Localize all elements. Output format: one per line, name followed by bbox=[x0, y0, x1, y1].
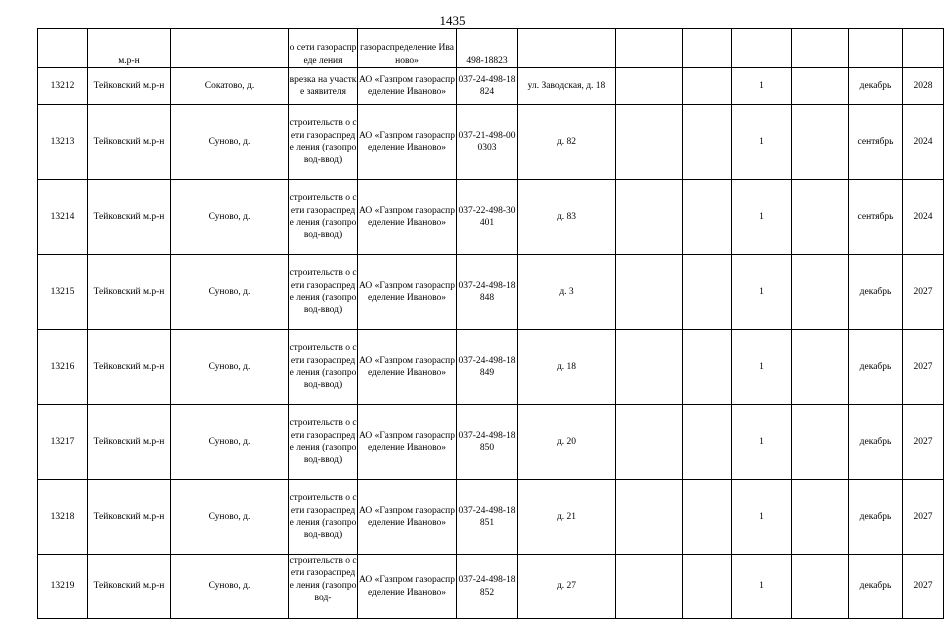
cell-code: 037-24-498-18850 bbox=[457, 405, 518, 480]
cell-organization: АО «Газпром газораспределение Иваново» bbox=[358, 480, 457, 555]
cell-district: Тейковский м.р-н bbox=[88, 330, 171, 405]
cell-month: декабрь bbox=[849, 330, 903, 405]
cell-year: 2027 bbox=[903, 405, 944, 480]
cell-settlement: Суново, д. bbox=[171, 405, 289, 480]
cell-code: 037-22-498-30401 bbox=[457, 180, 518, 255]
cell-work-type: строительств о сети газораспреде ления (газопровод-ввод) bbox=[289, 405, 358, 480]
gas-connection-table bbox=[37, 28, 944, 619]
cell-empty bbox=[683, 68, 732, 105]
cell-month: декабрь bbox=[849, 255, 903, 330]
cell-empty bbox=[616, 330, 683, 405]
cell-empty bbox=[792, 480, 849, 555]
cell-id: 13219 bbox=[38, 555, 88, 619]
cell-organization: АО «Газпром газораспределение Иваново» bbox=[358, 405, 457, 480]
cell-empty bbox=[616, 480, 683, 555]
cell-year: 2028 bbox=[903, 68, 944, 105]
cell-id: 13212 bbox=[38, 68, 88, 105]
cell-id: 13214 bbox=[38, 180, 88, 255]
cell-empty bbox=[792, 330, 849, 405]
cell-organization: АО «Газпром газораспределение Иваново» bbox=[358, 255, 457, 330]
cell-empty bbox=[683, 555, 732, 619]
cell-organization: АО «Газпром газораспределение Иваново» bbox=[358, 555, 457, 619]
table-row bbox=[38, 330, 944, 405]
cell-id: 13216 bbox=[38, 330, 88, 405]
cell-empty bbox=[683, 29, 732, 68]
table-row bbox=[38, 29, 944, 68]
cell-empty bbox=[792, 29, 849, 68]
cell-empty bbox=[616, 555, 683, 619]
cell-month: декабрь bbox=[849, 405, 903, 480]
cell-organization: АО «Газпром газораспределение Иваново» bbox=[358, 330, 457, 405]
cell-empty bbox=[616, 405, 683, 480]
cell-month: декабрь bbox=[849, 68, 903, 105]
cell-work-type: строительств о сети газораспреде ления (газопровод-ввод) bbox=[289, 480, 358, 555]
cell-district: Тейковский м.р-н bbox=[88, 405, 171, 480]
table-row bbox=[38, 480, 944, 555]
cell-settlement: Суново, д. bbox=[171, 105, 289, 180]
cell-quantity: 1 bbox=[732, 255, 792, 330]
cell-quantity: 1 bbox=[732, 180, 792, 255]
cell-code: 037-21-498-000303 bbox=[457, 105, 518, 180]
cell-address: д. 21 bbox=[518, 480, 616, 555]
cell-district: Тейковский м.р-н bbox=[88, 68, 171, 105]
cell-empty bbox=[616, 105, 683, 180]
cell-year: 2027 bbox=[903, 330, 944, 405]
cell-address: д. 27 bbox=[518, 555, 616, 619]
cell-district: Тейковский м.р-н bbox=[88, 555, 171, 619]
cell-empty bbox=[683, 480, 732, 555]
cell-empty bbox=[683, 405, 732, 480]
cell-quantity: 1 bbox=[732, 105, 792, 180]
cell-address: д. 20 bbox=[518, 405, 616, 480]
cell-id: 13213 bbox=[38, 105, 88, 180]
cell-empty bbox=[616, 29, 683, 68]
table-body bbox=[38, 29, 944, 619]
cell-year: 2027 bbox=[903, 480, 944, 555]
cell-month bbox=[849, 29, 903, 68]
cell-organization: АО «Газпром газораспределение Иваново» bbox=[358, 68, 457, 105]
cell-work-type: строительств о сети газораспреде ления (газопровод-ввод) bbox=[289, 330, 358, 405]
cell-empty bbox=[792, 105, 849, 180]
cell-id: 13217 bbox=[38, 405, 88, 480]
cell-year: 2027 bbox=[903, 255, 944, 330]
cell-settlement: Сокатово, д. bbox=[171, 68, 289, 105]
cell-empty bbox=[792, 180, 849, 255]
cell-address: д. 18 bbox=[518, 330, 616, 405]
cell-empty bbox=[792, 68, 849, 105]
cell-district: м.р-н bbox=[88, 29, 171, 68]
cell-empty bbox=[683, 180, 732, 255]
cell-work-type: строительств о сети газораспреде ления (газопровод-ввод) bbox=[289, 255, 358, 330]
cell-year: 2024 bbox=[903, 105, 944, 180]
cell-code: 498-18823 bbox=[457, 29, 518, 68]
cell-organization: АО «Газпром газораспределение Иваново» bbox=[358, 105, 457, 180]
cell-id bbox=[38, 29, 88, 68]
cell-settlement: Суново, д. bbox=[171, 180, 289, 255]
cell-id: 13215 bbox=[38, 255, 88, 330]
cell-empty bbox=[792, 405, 849, 480]
cell-empty bbox=[616, 180, 683, 255]
cell-organization: газораспределение Иваново» bbox=[358, 29, 457, 68]
cell-code: 037-24-498-18848 bbox=[457, 255, 518, 330]
cell-code: 037-24-498-18849 bbox=[457, 330, 518, 405]
cell-empty bbox=[792, 555, 849, 619]
cell-work-type: строительств о сети газораспреде ления (газопровод- bbox=[289, 555, 358, 619]
table-row bbox=[38, 255, 944, 330]
table-row bbox=[38, 405, 944, 480]
cell-quantity: 1 bbox=[732, 68, 792, 105]
cell-month: декабрь bbox=[849, 555, 903, 619]
cell-settlement: Суново, д. bbox=[171, 555, 289, 619]
cell-month: декабрь bbox=[849, 480, 903, 555]
cell-month: сентябрь bbox=[849, 180, 903, 255]
cell-address bbox=[518, 29, 616, 68]
cell-quantity: 1 bbox=[732, 405, 792, 480]
table-row bbox=[38, 555, 944, 619]
cell-empty bbox=[616, 68, 683, 105]
cell-work-type: строительств о сети газораспреде ления (газопровод-ввод) bbox=[289, 105, 358, 180]
cell-address: д. 3 bbox=[518, 255, 616, 330]
page-number: 1435 bbox=[439, 13, 466, 28]
cell-work-type: врезка на участке заявителя bbox=[289, 68, 358, 105]
cell-organization: АО «Газпром газораспределение Иваново» bbox=[358, 180, 457, 255]
cell-district: Тейковский м.р-н bbox=[88, 105, 171, 180]
cell-address: д. 83 bbox=[518, 180, 616, 255]
table-row bbox=[38, 68, 944, 105]
cell-year: 2024 bbox=[903, 180, 944, 255]
table-row bbox=[38, 180, 944, 255]
cell-code: 037-24-498-18852 bbox=[457, 555, 518, 619]
cell-year bbox=[903, 29, 944, 68]
cell-work-type: строительств о сети газораспреде ления (газопровод-ввод) bbox=[289, 180, 358, 255]
cell-settlement: Суново, д. bbox=[171, 255, 289, 330]
cell-id: 13218 bbox=[38, 480, 88, 555]
table-row bbox=[38, 105, 944, 180]
cell-settlement: Суново, д. bbox=[171, 480, 289, 555]
cell-year: 2027 bbox=[903, 555, 944, 619]
cell-settlement bbox=[171, 29, 289, 68]
cell-month: сентябрь bbox=[849, 105, 903, 180]
cell-empty bbox=[683, 105, 732, 180]
cell-district: Тейковский м.р-н bbox=[88, 480, 171, 555]
cell-empty bbox=[683, 330, 732, 405]
cell-settlement: Суново, д. bbox=[171, 330, 289, 405]
cell-quantity: 1 bbox=[732, 555, 792, 619]
cell-code: 037-24-498-18824 bbox=[457, 68, 518, 105]
cell-address: ул. Заводская, д. 18 bbox=[518, 68, 616, 105]
cell-quantity: 1 bbox=[732, 480, 792, 555]
cell-code: 037-24-498-18851 bbox=[457, 480, 518, 555]
cell-district: Тейковский м.р-н bbox=[88, 255, 171, 330]
cell-quantity: 1 bbox=[732, 330, 792, 405]
cell-address: д. 82 bbox=[518, 105, 616, 180]
cell-empty bbox=[792, 255, 849, 330]
cell-work-type: о сети газораспреде ления bbox=[289, 29, 358, 68]
cell-empty bbox=[683, 255, 732, 330]
cell-empty bbox=[616, 255, 683, 330]
cell-quantity bbox=[732, 29, 792, 68]
cell-district: Тейковский м.р-н bbox=[88, 180, 171, 255]
